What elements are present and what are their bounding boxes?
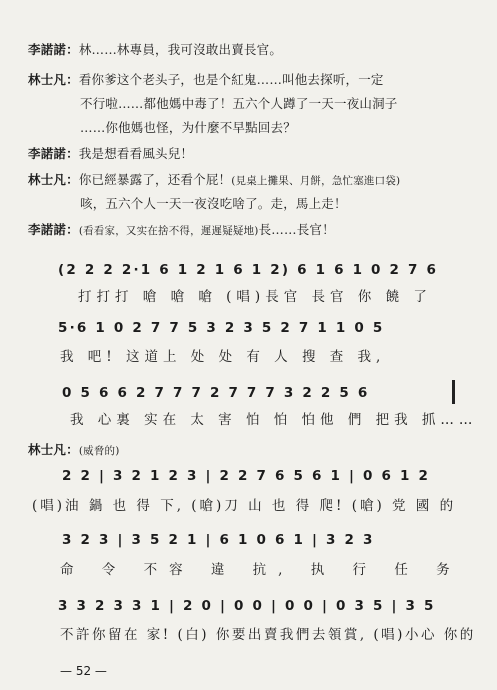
dialogue-line	[80, 118, 296, 136]
dialogue-text: 咳，五六个人一天一夜沒吃啥了。走，馬上走！	[80, 196, 347, 211]
notation-line: 2 2 | 3 2 1 2 3 | 2 2 7 6 5 6 1 | 0 6 1 2	[62, 468, 431, 484]
speaker-label: 李諾諾：	[28, 222, 79, 237]
lyrics-line: (唱)油 鍋 也 得 下, (嗆)刀 山 也 得 爬! (嗆) 党 國 的	[32, 498, 457, 514]
lyrics-line: 我 心裏 实在 太 害 怕 怕 怕他 們 把我 抓……	[70, 412, 478, 428]
lyrics-line: 不許你留在 家! (白) 你要出賣我們去領賞, (唱)小心 你的	[60, 627, 476, 643]
notation-line: 0 5 6 6 2 7 7 7 2 7 7 7 3 2 2 5 6	[62, 385, 370, 401]
barline	[452, 380, 455, 404]
speaker-label: 李諾諾：	[28, 42, 79, 57]
notation-line: 3 2 3 | 3 5 2 1 | 6 1 0 6 1 | 3 2 3	[62, 532, 375, 548]
notation-line: 3 3 2 3 3 1 | 2 0 | 0 0 | 0 0 | 0 3 5 | 3 5	[58, 598, 436, 614]
stage-direction: (見桌上攤果、月餅，急忙塞進口袋)	[231, 175, 401, 187]
speaker-cue	[28, 440, 120, 458]
speaker-label: 林士凡：	[28, 172, 79, 187]
dialogue-line	[28, 170, 400, 188]
page-number: — 52 —	[60, 664, 107, 678]
dialogue-text: 你已經暴露了，还看个屁！	[78, 172, 232, 187]
speaker-label: 李諾諾：	[28, 146, 79, 161]
dialogue-line	[80, 194, 347, 212]
dialogue-text: ……你他媽也怪，为什麼不早點回去？	[80, 120, 296, 135]
speaker-label: 林士凡：	[28, 442, 79, 457]
lyrics-line: 命 令 不容 違 抗, 执 行 任 务	[60, 562, 462, 578]
dialogue-text: 長……長官！	[258, 222, 335, 237]
stage-direction: (威脅的)	[78, 445, 120, 457]
lyrics-line: 打打打 嗆 嗆 嗆 (唱)長官 長官 你 饒 了	[78, 289, 432, 305]
dialogue-text: 看你爹这个老头子，也是个紅鬼……叫他去探听，一定	[78, 72, 384, 87]
dialogue-line	[28, 70, 384, 88]
dialogue-text: 林……林專員，我可沒敢出賣長官。	[78, 42, 283, 57]
lyrics-line: 我 吧! 这道上 处 处 有 人 搜 查 我,	[60, 349, 386, 365]
dialogue-line	[28, 220, 335, 238]
notation-line: 5·6 1 0 2 7 7 5 3 2 3 5 2 7 1 1 0 5	[58, 320, 385, 336]
dialogue-line	[28, 40, 282, 58]
speaker-label: 林士凡：	[28, 72, 79, 87]
stage-direction: (看看家，又实在捨不得，遲遲疑疑地)	[78, 225, 259, 237]
dialogue-line	[28, 144, 193, 162]
dialogue-text: 不行啦……都他媽中毒了！五六个人蹲了一天一夜山洞子	[80, 96, 398, 111]
dialogue-text: 我是想看看風头兒！	[78, 146, 194, 161]
notation-line: (2 2 2 2·1 6 1 2 1 6 1 2) 6 1 6 1 0 2 7 6	[58, 262, 439, 278]
dialogue-line	[80, 94, 398, 112]
